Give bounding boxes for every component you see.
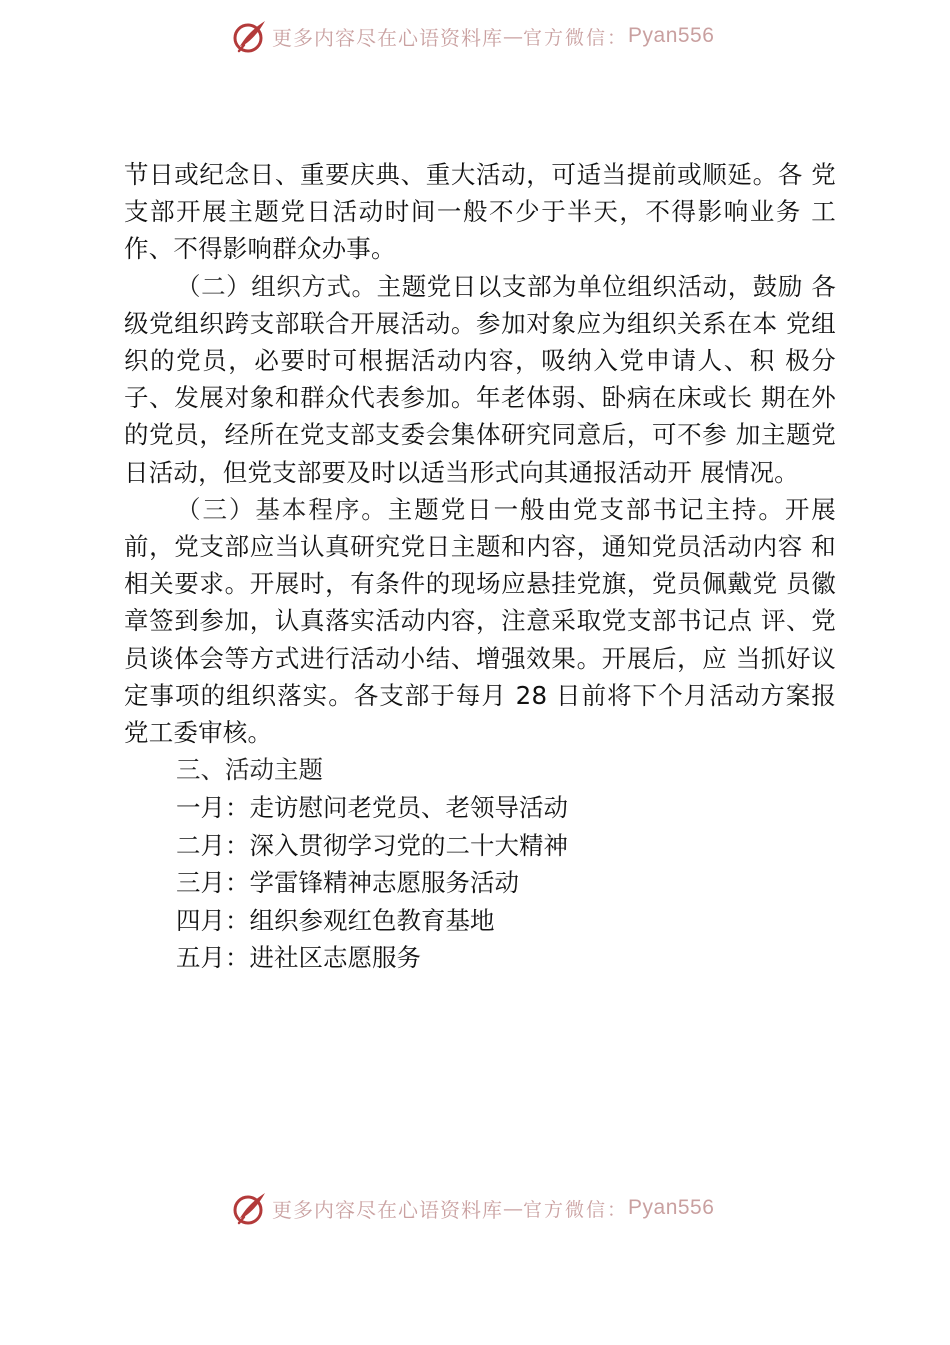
- paragraph-timing: 节日或纪念日、重要庆典、重大活动，可适当提前或顺延。各 党支部开展主题党日活动时间一般不少于半天，不得影响业务 工作、不得影响群众办事。: [124, 160, 836, 264]
- watermark-wechat-label: 官方微信：: [523, 26, 629, 49]
- list-item-month: 五月：进社区志愿服务: [176, 943, 421, 973]
- watermark-wechat-id: Pyan556: [628, 1196, 715, 1219]
- watermark-wechat-id: Pyan556: [628, 24, 715, 47]
- watermark-wechat-label: 官方微信：: [523, 1198, 629, 1221]
- paragraph-basic-procedure-text: 主题党日一般由党支部书记主持。开展 前，党支部应当认真研究党日主题和内容，通知党员活动内容 和相关要求。开展时，有条件的现场应悬挂党旗，党员佩戴党 员徽章签到参加，认真落实活动内容，注意采取党支部书记点 评、党员谈体会等方式进行活动小结、增强效果。开展后，应 当抓好议定事项的组织落实。各支部于每月 28 日前将下个月活动方案报党工委审核。: [124, 494, 836, 748]
- list-item-month: 一月：走访慰问老党员、老领导活动: [176, 793, 568, 823]
- watermark-header: [232, 16, 714, 56]
- paragraph-organization-method: [124, 268, 836, 491]
- document-body: [124, 156, 836, 977]
- watermark-separator: —: [503, 24, 523, 48]
- subheading-organization-method: （二）组织方式。: [176, 271, 377, 301]
- watermark-footer: [232, 1188, 714, 1228]
- paragraph-organization-method-text: 主题党日以支部为单位组织活动，鼓励 各级党组织跨支部联合开展活动。参加对象应为组织关系在本 党组织的党员，必要时可根据活动内容，吸纳入党申请人、积 极分子、发展对象和群众代表参加。年老体弱、卧病在床或长 期在外的党员，经所在党支部支委会集体研究同意后，可不参 加主题党日活动，但党支部要及时以适当形式向其通报活动开 展情况。: [124, 271, 836, 487]
- watermark-text: 更多内容尽在心语资料库: [272, 25, 503, 50]
- list-item-month: 三月：学雷锋精神志愿服务活动: [176, 868, 519, 898]
- quill-logo-icon: [232, 18, 268, 54]
- watermark-separator: —: [503, 1196, 523, 1220]
- paragraph-basic-procedure: [124, 491, 836, 751]
- quill-logo-icon: [232, 1190, 268, 1226]
- list-item-month: 二月：深入贯彻学习党的二十大精神: [176, 830, 568, 860]
- section-heading-activity-themes: 三、活动主题: [176, 755, 323, 785]
- watermark-text: 更多内容尽在心语资料库: [272, 1197, 503, 1222]
- subheading-basic-procedure: （三）基本程序。: [176, 494, 388, 524]
- list-item-month: 四月：组织参观红色教育基地: [176, 905, 495, 935]
